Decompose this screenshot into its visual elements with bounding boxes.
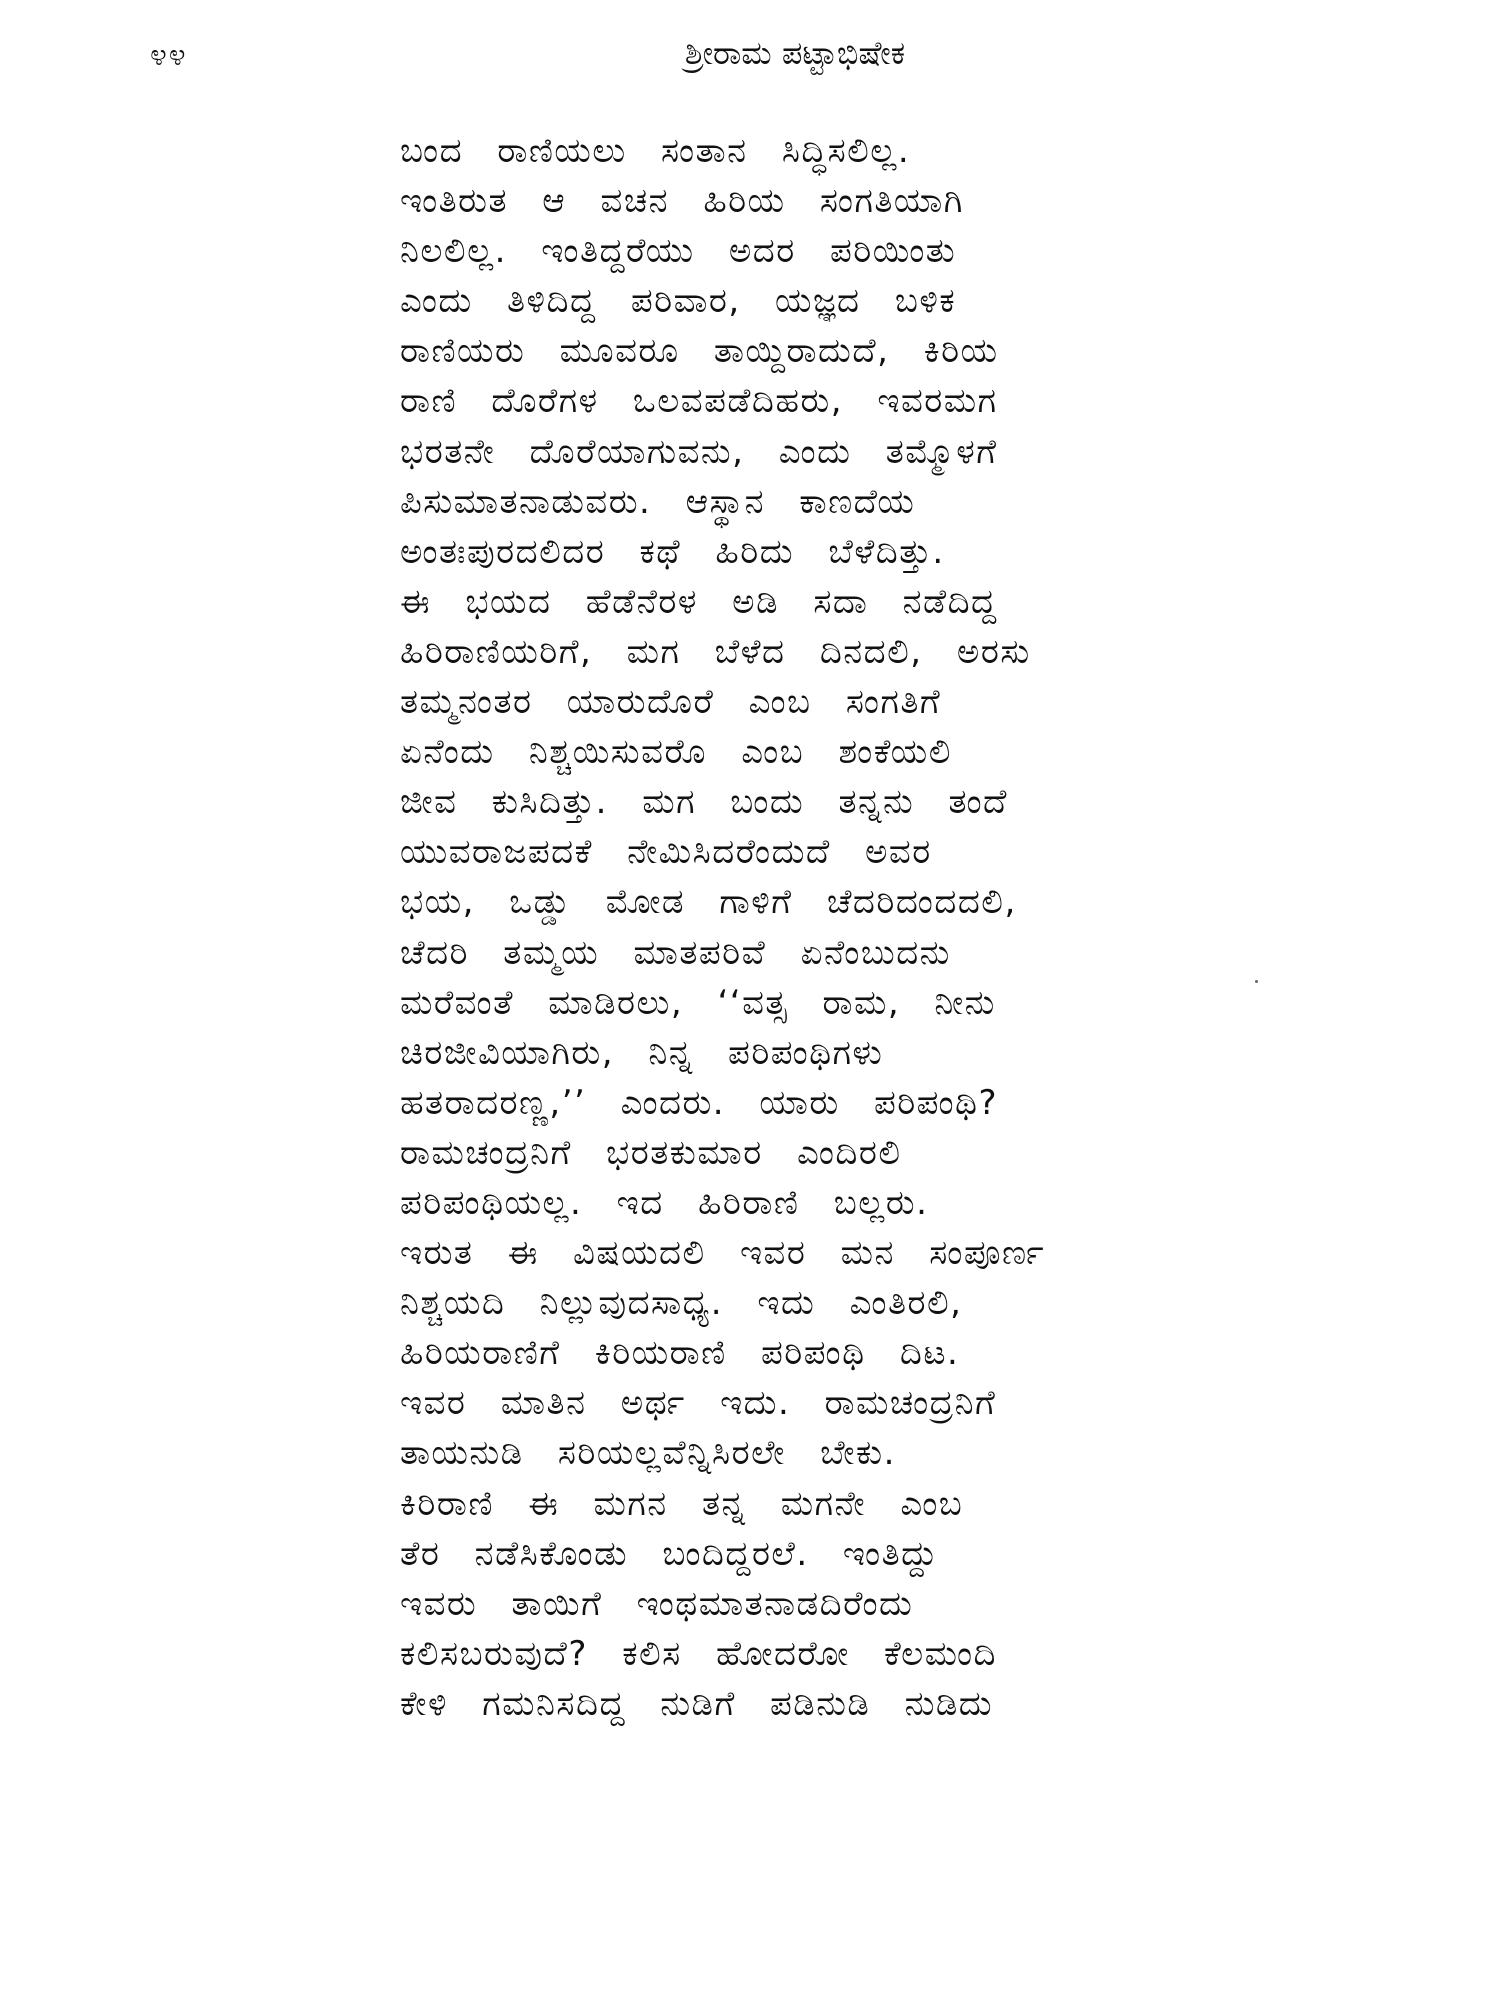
scan-speck (1255, 980, 1258, 983)
text-line: ಏನೆಂದು ನಿಶ್ಚಯಿಸುವರೊ ಎಂಬ ಶಂಕೆಯಲಿ (400, 732, 952, 773)
text-line: ಜೀವ ಕುಸಿದಿತ್ತು. ಮಗ ಬಂದು ತನ್ನನು ತಂದೆ (400, 782, 1008, 823)
text-line: ಇರುತ ಈ ವಿಷಯದಲಿ ಇವರ ಮನ ಸಂಪೂರ್ಣ (400, 1233, 1046, 1274)
text-line: ಕೇಳಿ ಗಮನಿಸದಿದ್ದ ನುಡಿಗೆ ಪಡಿನುಡಿ ನುಡಿದು (400, 1683, 994, 1724)
text-line: ಹಿರಿರಾಣಿಯರಿಗೆ, ಮಗ ಬೆಳೆದ ದಿನದಲಿ, ಅರಸು (400, 631, 1031, 672)
text-line: ಇವರು ತಾಯಿಗೆ ಇಂಥಮಾತನಾಡದಿರೆಂದು (400, 1583, 914, 1624)
text-line: ಇವರ ಮಾತಿನ ಅರ್ಥ ಇದು. ರಾಮಚಂದ್ರನಿಗೆ (400, 1383, 997, 1424)
text-line: ನಿಶ್ಚಯದಿ ನಿಲ್ಲುವುದಸಾಧ್ಯ. ಇದು ಎಂತಿರಲಿ, (400, 1283, 963, 1324)
running-title: ಶ್ರೀರಾಮ ಪಟ್ಟಾಭಿಷೇಕ (684, 34, 906, 72)
text-line: ಚೆದರಿ ತಮ್ಮಯ ಮಾತಪರಿವೆ ಏನೆಂಬುದನು (400, 932, 951, 973)
text-line: ಕಿರಿರಾಣಿ ಈ ಮಗನ ತನ್ನ ಮಗನೇ ಎಂಬ (400, 1483, 964, 1524)
text-line: ತೆರ ನಡೆಸಿಕೊಂಡು ಬಂದಿದ್ದರಲೆ. ಇಂತಿದ್ದು (400, 1533, 939, 1574)
text-line: ಯುವರಾಜಪದಕೆ ನೇಮಿಸಿದರೆಂದುದೆ ಅವರ (400, 832, 932, 873)
text-line: ಪರಿಪಂಥಿಯಲ್ಲ. ಇದ ಹಿರಿರಾಣಿ ಬಲ್ಲರು. (400, 1182, 929, 1223)
body-text (400, 128, 1460, 1731)
text-line: ಚಿರಜೀವಿಯಾಗಿರು, ನಿನ್ನ ಪರಿಪಂಥಿಗಳು (400, 1032, 884, 1073)
text-line: ಬಂದ ರಾಣಿಯಲು ಸಂತಾನ ಸಿದ್ಧಿಸಲಿಲ್ಲ. (400, 131, 911, 171)
text-line: ಎಂದು ತಿಳಿದಿದ್ದ ಪರಿವಾರ, ಯಜ್ಞದ ಬಳಿಕ (400, 281, 957, 322)
text-line: ರಾಮಚಂದ್ರನಿಗೆ ಭರತಕುಮಾರ ಎಂದಿರಲಿ (400, 1132, 902, 1173)
text-line: ಹಿರಿಯರಾಣಿಗೆ ಕಿರಿಯರಾಣಿ ಪರಿಪಂಥಿ ದಿಟ. (400, 1333, 960, 1374)
text-line: ಭರತನೇ ದೊರೆಯಾಗುವನು, ಎಂದು ತಮ್ಮೊಳಗೆ (400, 431, 998, 472)
text-line: ಈ ಭಯದ ಹೆಡೆನೆರಳ ಅಡಿ ಸದಾ ನಡೆದಿದ್ದ (400, 581, 998, 622)
text-line: ಹತರಾದರಣ್ಣ,’’ ಎಂದರು. ಯಾರು ಪರಿಪಂಥಿ? (400, 1082, 999, 1123)
page-number: ೪೪ (150, 38, 188, 73)
text-line: ಇಂತಿರುತ ಆ ವಚನ ಹಿರಿಯ ಸಂಗತಿಯಾಗಿ (400, 181, 964, 222)
text-line: ಮರೆವಂತೆ ಮಾಡಿರಲು, ‘‘ವತ್ಸ ರಾಮ, ನೀನು (400, 982, 996, 1023)
text-line: ಕಲಿಸಬರುವುದೆ? ಕಲಿಸ ಹೋದರೋ ಕೆಲಮಂದಿ (400, 1633, 998, 1674)
text-line: ಅಂತಃಪುರದಲಿದರ ಕಥೆ ಹಿರಿದು ಬೆಳೆದಿತ್ತು. (400, 531, 945, 572)
text-line: ಪಿಸುಮಾತನಾಡುವರು. ಆಸ್ಥಾನ ಕಾಣದೆಯ (400, 481, 916, 522)
text-line: ತಮ್ಮನಂತರ ಯಾರುದೊರೆ ಎಂಬ ಸಂಗತಿಗೆ (400, 682, 942, 723)
text-line: ರಾಣಿಯರು ಮೂವರೂ ತಾಯ್ದಿರಾದುದೆ, ಕಿರಿಯ (400, 331, 999, 372)
text-line: ತಾಯನುಡಿ ಸರಿಯಲ್ಲವೆನ್ನಿಸಿರಲೇ ಬೇಕು. (400, 1433, 896, 1474)
text-line: ಭಯ, ಒಡ್ಡು ಮೋಡ ಗಾಳಿಗೆ ಚೆದರಿದಂದದಲಿ, (400, 882, 1017, 923)
text-line: ನಿಲಲಿಲ್ಲ. ಇಂತಿದ್ದರೆಯು ಅದರ ಪರಿಯಿಂತು (400, 231, 957, 272)
text-line: ರಾಣಿ ದೊರೆಗಳ ಒಲವಪಡೆದಿಹರು, ಇವರಮಗ (400, 381, 998, 422)
